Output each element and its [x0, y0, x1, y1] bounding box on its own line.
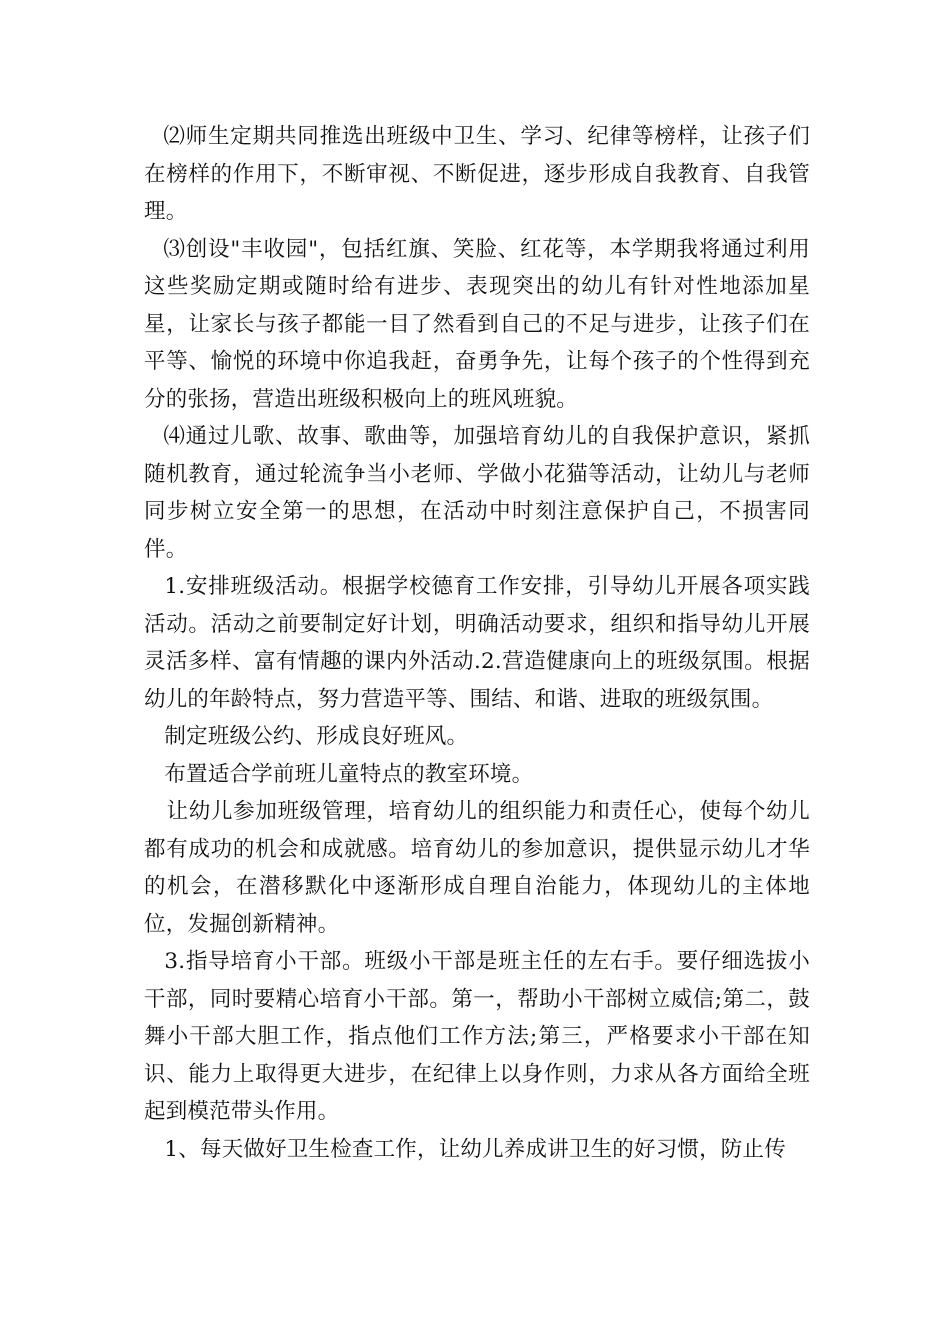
paragraph-class-convention: 制定班级公约、形成良好班风。	[164, 724, 469, 749]
paragraph-class-management: 让幼儿参加班级管理，培育幼儿的组织能力和责任心，使每个幼儿都有成功的机会和成就感。培育幼儿的参加意识，提供显示幼儿才华的机会，在潜移默化中逐渐形成自理自治能力，体现幼儿的主体地位，发掘创新精神。	[144, 799, 810, 937]
paragraph-hygiene-check: 1、每天做好卫生检查工作，让幼儿养成讲卫生的好习惯，防止传	[164, 1136, 786, 1162]
paragraph-classroom-environment: 布置适合学前班儿童特点的教室环境。	[164, 761, 534, 787]
paragraph-harvest-garden: ⑶创设"丰收园"，包括红旗、笑脸、红花等，本学期我将通过利用这些奖励定期或随时给有进步、表现突出的幼儿有针对性地添加星星，让家长与孩子都能一目了然看到自己的不足与进步，让孩子们在平等、愉悦的环境中你追我赶，奋勇争先，让每个孩子的个性得到充分的张扬，营造出班级积极向上的班风班貌。	[144, 236, 810, 412]
paragraph-class-activities: 1.安排班级活动。根据学校德育工作安排，引导幼儿开展各项实践活动。活动之前要制定好计划，明确活动要求，组织和指导幼儿开展灵活多样、富有情趣的课内外活动.2.营造健康向上的班级氛围。根据幼儿的年龄特点，努力营造平等、围结、和谐、进取的班级氛围。	[144, 574, 810, 712]
paragraph-class-leaders: 3.指导培育小干部。班级小干部是班主任的左右手。要仔细选拔小干部，同时要精心培育小干部。第一，帮助小干部树立威信;第二，鼓舞小干部大胆工作，指点他们工作方法;第三，严格要求小干部在知识、能力上取得更大进步，在纪律上以身作则，力求从各方面给全班起到模范带头作用。	[144, 949, 810, 1124]
paragraph-role-models: ⑵师生定期共同推选出班级中卫生、学习、纪律等榜样，让孩子们在榜样的作用下，不断审视、不断促进，逐步形成自我教育、自我管理。	[144, 124, 810, 224]
document-page	[144, 118, 810, 1168]
paragraph-self-protection: ⑷通过儿歌、故事、歌曲等，加强培育幼儿的自我保护意识，紧抓随机教育，通过轮流争当小老师、学做小花猫等活动，让幼儿与老师同步树立安全第一的思想，在活动中时刻注意保护自己，不损害同伴。	[144, 424, 810, 562]
